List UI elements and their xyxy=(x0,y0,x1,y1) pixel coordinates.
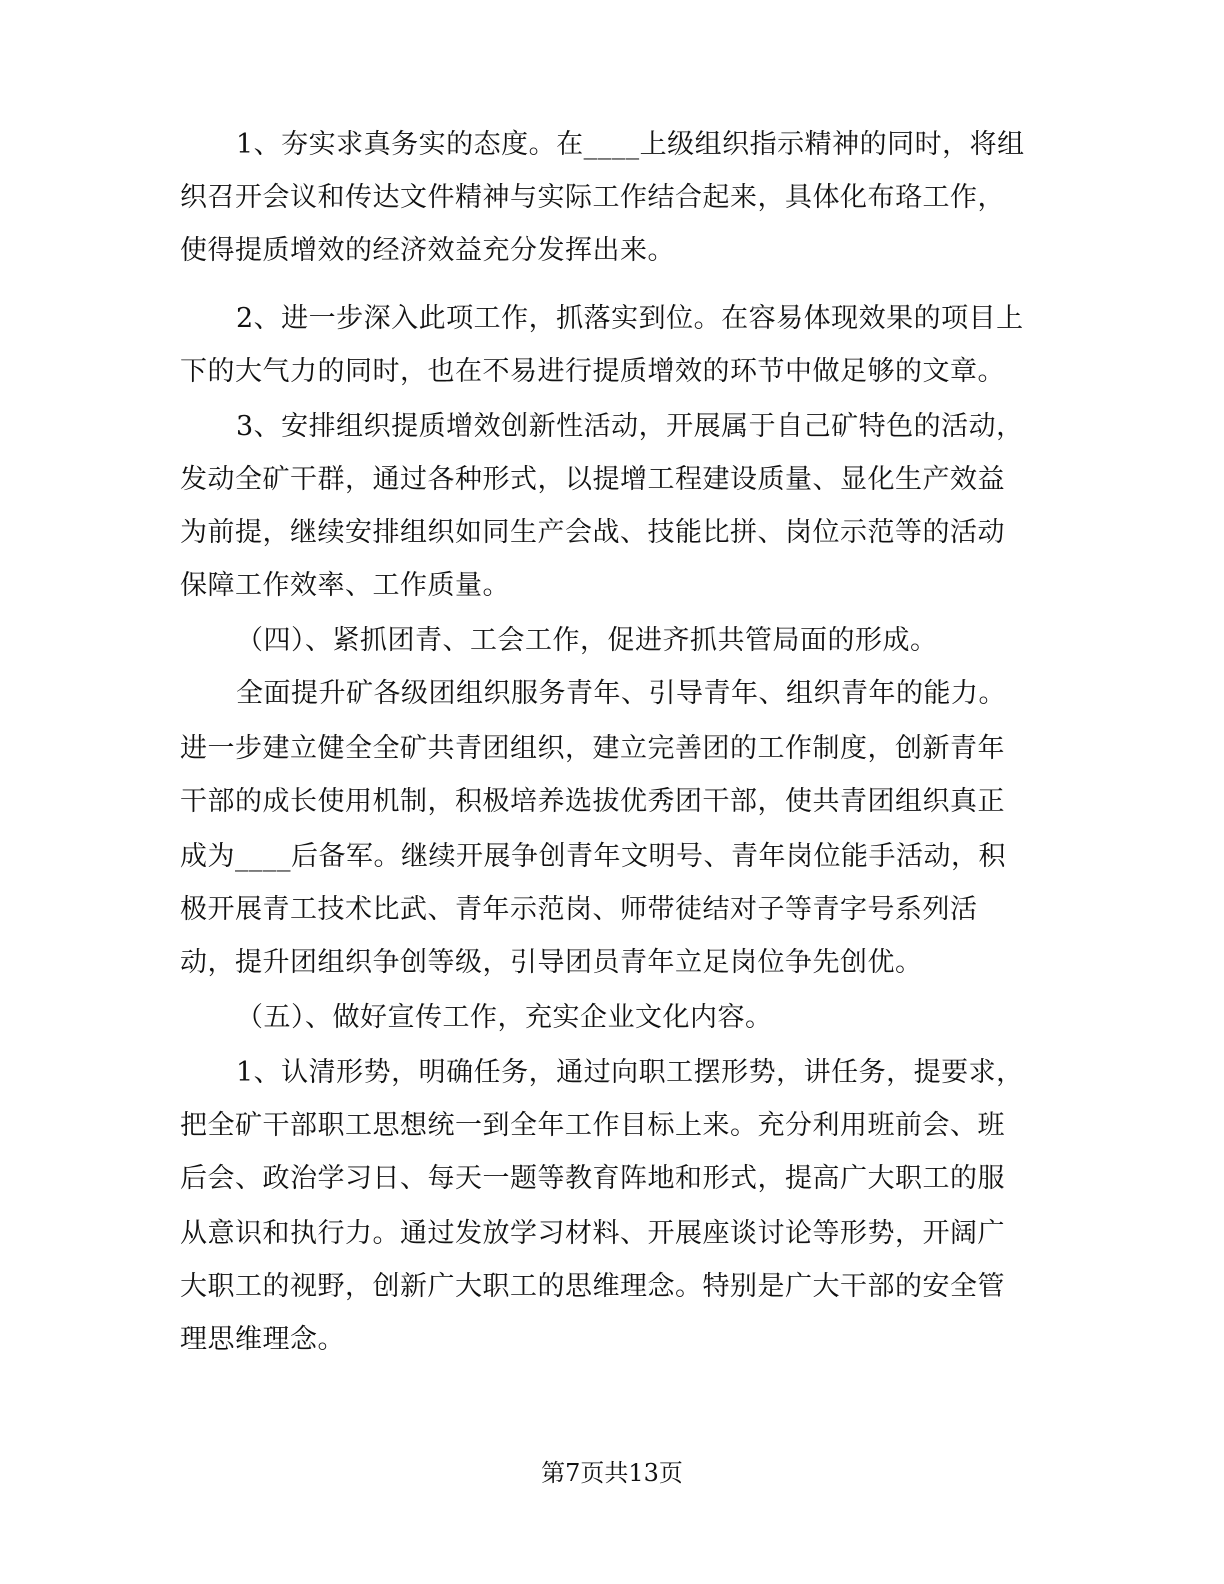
text-line: 下的大气力的同时，也在不易进行提质增效的环节中做足够的文章。 xyxy=(180,356,1005,387)
text-line: 1、认清形势，明确任务，通过向职工摆形势，讲任务，提要求， xyxy=(236,1057,1024,1088)
text-line: 动，提升团组织争创等级，引导团员青年立足岗位争先创优。 xyxy=(180,947,923,978)
text-line: 使得提质增效的经济效益充分发挥出来。 xyxy=(180,235,675,266)
page-number-footer: 第7页共13页 xyxy=(541,1459,683,1487)
text-line: 极开展青工技术比武、青年示范岗、师带徒结对子等青字号系列活 xyxy=(180,894,978,925)
text-line: 1、夯实求真务实的态度。在____上级组织指示精神的同时，将组 xyxy=(236,129,1025,160)
text-line: 全面提升矿各级团组织服务青年、引导青年、组织青年的能力。 xyxy=(236,678,1006,709)
text-line: 大职工的视野，创新广大职工的思维理念。特别是广大干部的安全管 xyxy=(180,1271,1005,1302)
text-line: 后会、政治学习日、每天一题等教育阵地和形式，提高广大职工的服 xyxy=(180,1163,1005,1194)
text-line: 织召开会议和传达文件精神与实际工作结合起来，具体化布珞工作， xyxy=(180,182,1005,213)
section-heading: （五）、做好宣传工作，充实企业文化内容。 xyxy=(236,1002,773,1033)
text-line: 3、安排组织提质增效创新性活动，开展属于自己矿特色的活动， xyxy=(236,411,1024,442)
text-line: 为前提，继续安排组织如同生产会战、技能比拼、岗位示范等的活动 xyxy=(180,517,1005,548)
text-line: 干部的成长使用机制，积极培养选拔优秀团干部，使共青团组织真正 xyxy=(180,786,1005,817)
text-line: 2、进一步深入此项工作，抓落实到位。在容易体现效果的项目上 xyxy=(236,303,1024,334)
text-line: 发动全矿干群，通过各种形式，以提增工程建设质量、显化生产效益 xyxy=(180,464,1005,495)
text-line: 理思维理念。 xyxy=(180,1324,345,1355)
section-heading: （四）、紧抓团青、工会工作，促进齐抓共管局面的形成。 xyxy=(236,625,938,656)
text-line: 进一步建立健全全矿共青团组织，建立完善团的工作制度，创新青年 xyxy=(180,733,1005,764)
text-line: 从意识和执行力。通过发放学习材料、开展座谈讨论等形势，开阔广 xyxy=(180,1218,1005,1249)
text-line: 保障工作效率、工作质量。 xyxy=(180,570,510,601)
text-line: 成为____后备军。继续开展争创青年文明号、青年岗位能手活动，积 xyxy=(180,841,1006,872)
text-line: 把全矿干部职工思想统一到全年工作目标上来。充分利用班前会、班 xyxy=(180,1110,1005,1141)
